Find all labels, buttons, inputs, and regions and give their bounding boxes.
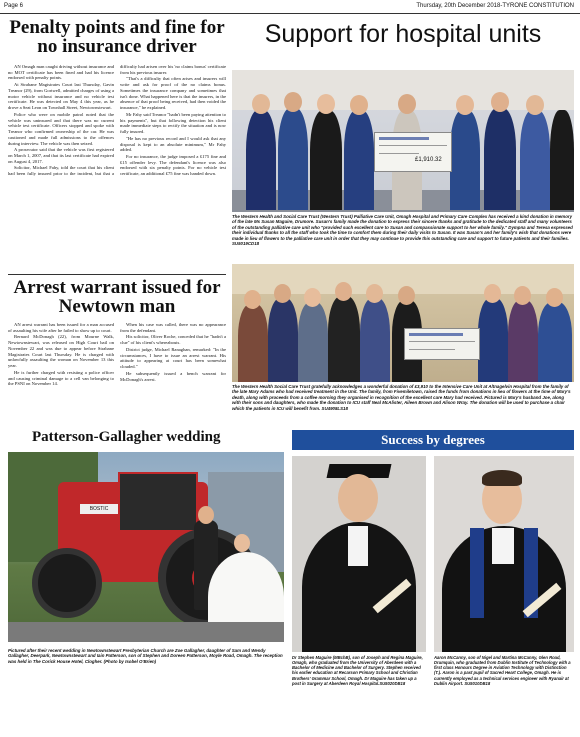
- penalty-paragraph: Solicitor, Michael Fahy, told the court that his client had been fully insured prior to the incident, but that a difficulty had arisen over his 'no claims bonus' certificate from his previous insurer.: [8, 64, 226, 177]
- penalty-paragraph: Police who were on mobile patrol noted that the vehicle was uninsured and that there was no current vehicle test certificate. Officers stopped and spoke with Treanor who confirmed ownership of the car. He was cautioned and made full admissions to the offences during interview. The vehicle was then seized.: [8, 111, 114, 146]
- arrest-paragraph: He is further charged with resisting a police officer and causing criminal damage to a cell van belonging to the PSNI on November 14.: [8, 369, 114, 387]
- penalty-paragraph: A prosecutor said that the vehicle was first registered on March 1, 2007, and that its last certificate had expired on August 4, 2017.: [8, 147, 114, 164]
- palliative-care-photo: [232, 70, 574, 212]
- wedding-headline: Patterson-Gallagher wedding: [32, 429, 221, 445]
- penalty-paragraph: Mr Fahy said Treanor "hadn't been paying attention to his payments", but that following detection his client made immediate steps to rectify the situation and is now fully insured.: [120, 111, 226, 135]
- icu-donation-photo: [232, 264, 574, 382]
- hospital-headline: Support for hospital units: [264, 20, 542, 48]
- icu-cheque-board: [404, 328, 480, 360]
- penalty-paragraph: "He has no previous record and I would ask that any disposal is kept to an absolute minimum," Mr Fahy added.: [120, 135, 226, 153]
- penalty-paragraph: At Strabane Magistrates Court last Thursday, Gavin Treanor (29), from Gortwell, admitted charges of using a motor vehicle without insurance and no vehicle test certificate. He was detected on May 4 this year, as he drove a Seat Leon on Townhall Street, Newtownstewart.: [8, 82, 114, 111]
- arrest-paragraph: When his case was called, there was no appearance from the defendant.: [120, 322, 226, 333]
- arrest-article-body: [8, 322, 226, 422]
- graduate-left-photo: [292, 456, 426, 652]
- penalty-paragraph: AN Omagh man caught driving without insurance and no MOT certificate has been fined and had his licence endorsed with penalty points.: [8, 64, 114, 81]
- success-headline: Success by degrees: [381, 432, 485, 447]
- tractor-wheel-front: [32, 548, 102, 618]
- tractor-plate: BOSTIC: [80, 504, 118, 514]
- penalty-headline: Penalty points and fine for no insurance driver: [9, 17, 225, 57]
- graduate-right-photo: [434, 456, 574, 652]
- success-banner: [292, 430, 574, 450]
- arrest-paragraph: Bernard McDonagh (22), from Mourne Walk, Newtownstewart, was released on High Court bail on November 22 and was due to appear before Strabane Magistrates Court last Thursday. He is charged with unlawfully assaulting the woman on November 13 this year.: [8, 334, 114, 369]
- graduate-right-caption: Aaron McCanny, son of Nigel and Martina McCanny, Glen Road, Drumquin, who graduated from Dublin Institute of Technology with a first class Honours Degree in Aviation Technology with Distinction (T.). Aaron is a past pupil of Sacred Heart College, Omagh. He is currently employed as a technical services engineer with Ryanair at Dublin Airport. SU5010DB18: [434, 655, 571, 686]
- wedding-caption: Pictured after their recent wedding in Newtownstewart Presbyterian Church are Zoe Gallagher, daughter of Sam and Wendy Gallagher, Deerpark, Newtownstewart and Iain Patterson, son of Stephen and Doreen Patterson, Moyle Road, Omagh. The reception was held in The Corick House Hotel, Clogher. (Photo by Isobel O'Brien): [8, 648, 283, 664]
- page-header-bar: [0, 0, 580, 14]
- arrest-paragraph: His solicitor, Oliver Roche, conceded that he "hadn't a clue" of his client's whereabouts.: [120, 334, 226, 346]
- arrest-paragraph: AN arrest warrant has been issued for a man accused of assaulting his wife after he failed to show up to court.: [8, 322, 114, 333]
- page-number: Page 6: [4, 3, 24, 9]
- arrest-paragraph: He subsequently issued a bench warrant for McDonagh's arrest.: [120, 370, 226, 382]
- graduate-left-caption: Dr Stephen Maguire (MBchB), son of Joseph and Regina Maguire, Omagh, who graduated from the University of Aberdeen with a Bachelor of Medicine and Bachelor of Surgery. Stephen received his earlier education at Recarson Primary School and Christian Brothers' Grammar School, Omagh. Dr Maguire has taken up a post in Surgery at Aberdeen Royal Hospital.SU5020DB18: [292, 655, 423, 686]
- penalty-paragraph: For no insurance, the judge imposed a £175 fine and £15 offender levy. The defendant's licence was also endorsed with six penalty points. For no vehicle test certificate, an additional £75 fine was handed down.: [120, 154, 226, 177]
- cheque-amount: £1,910.32: [415, 157, 442, 163]
- penalty-paragraph: "That's a difficulty that often arises and insurers will write and ask for proof of the no claims bonus. Sometimes the insurance company and sometimes that isn't done. What happened here is that the insurers, in the absence of that proof being received, had then voided the insurance," he explained.: [120, 76, 226, 111]
- date-paper-name: Thursday, 20th December 2018-TYRONE CONSTITUTION: [416, 3, 574, 9]
- wedding-photo: [8, 452, 284, 642]
- cheque-board: [374, 132, 452, 172]
- arrest-paragraph: District judge, Michael Ranaghan, remarked: "In the circumstances, I have to issue an arrest warrant. His attitude to appearing at court has been somewhat clouded.": [120, 346, 226, 370]
- penalty-article-body: [8, 64, 226, 268]
- arrest-headline: Arrest warrant issued for Newtown man: [13, 277, 221, 317]
- icu-donation-caption: The Western Health Social Care Trust gratefully acknowledges a wonderful donation of £3,910 to the Intensive Care Unit at Altnagelvin Hospital from the family of the late Mary Adams who had received treatment in the Unit. The family, from Fivemiletown, raised the funds from donations in lieu of flowers at the time of Mary's death, along with proceeds from a coffee morning they organised in recognition of the excellent care Mary had received. Pictured is Mary's husband Joe, along with their sons and daughters, who made the donation to ICU staff Neal McAlister, Aileen Brown and Alison Wray. The donation will be used to purchase a chair which the patients in ICU will benefit from. SU4908LS18: [232, 384, 571, 411]
- palliative-care-caption: The Western Health and Social Care Trust (Western Trust) Palliative Care Unit, Omagh Hospital and Primary Care Complex has received a kind donation in memory of the late Ms Susan Maguire, Drumore. Susan's family made the donation to express their sincere thanks and gratitude to the dedicated staff and many volunteers of the outstanding palliative care unit who "provided such excellent care to Susan and compassionate support to her whole family." Dympna and Teresa expressed their individual thanks to all the staff who took the time to comfort them during their daily visits to Susan. It was Susan's and her family's wish that donations were made in lieu of flowers to the palliative care unit in order that they may continue to provide this outstanding care and support to future patients and their families. SU5019CD18: [232, 214, 573, 246]
- arrest-top-rule: [8, 274, 226, 275]
